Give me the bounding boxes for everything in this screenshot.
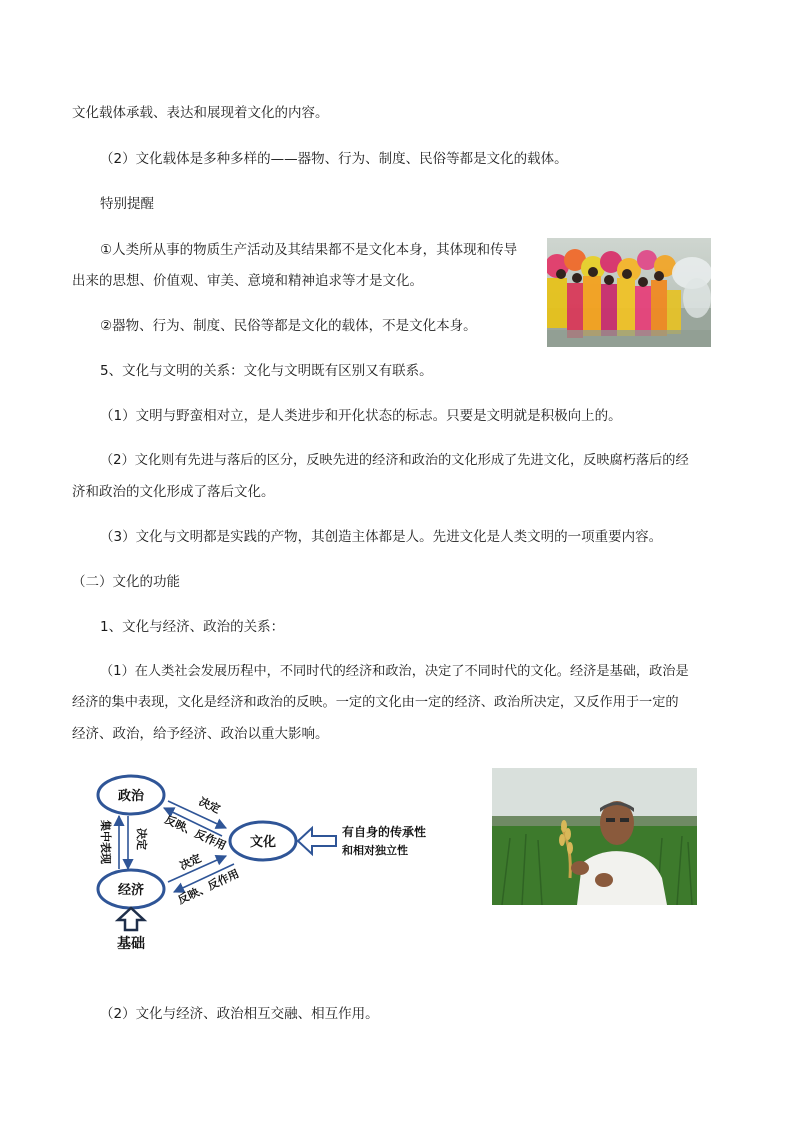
text-line-8: （1）文明与野蛮相对立，是人类进步和开化状态的标志。只要是文明就是积极向上的。 — [100, 408, 622, 424]
label-base: 基础 — [117, 936, 145, 952]
text-line-1: 文化载体承载、表达和展现着文化的内容。 — [72, 105, 329, 121]
text-line-17: （2）文化与经济、政治相互交融、相互作用。 — [100, 1006, 379, 1022]
arrow-up-base-icon — [118, 908, 144, 930]
label-top-react: 反映、反作用 — [162, 812, 229, 853]
rice-farmer-photo — [492, 768, 697, 905]
culture-economy-politics-diagram — [92, 770, 452, 960]
text-line-5: 出来的思想、价值观、审美、意境和精神追求等才是文化。 — [72, 273, 423, 289]
node-culture-label: 文化 — [249, 835, 277, 850]
text-line-10: 济和政治的文化形成了落后文化。 — [72, 484, 275, 500]
text-line-16: 经济、政治，给予经济、政治以重大影响。 — [72, 726, 329, 742]
node-economy-label: 经济 — [117, 883, 145, 898]
text-line-11: （3）文化与文明都是实践的产物，其创造主体都是人。先进文化是人类文明的一项重要内容。 — [100, 529, 663, 545]
text-line-2: （2）文化载体是多种多样的——器物、行为、制度、民俗等都是文化的载体。 — [100, 151, 568, 167]
label-top-decide: 决定 — [196, 794, 223, 817]
text-line-4: ①人类所从事的物质生产活动及其结果都不是文化本身，其体现和传导 — [100, 242, 518, 258]
arrow-into-culture-icon — [298, 828, 336, 854]
text-line-7: 5、文化与文明的关系：文化与文明既有区别又有联系。 — [100, 363, 433, 379]
text-line-9: （2）文化则有先进与落后的区分，反映先进的经济和政治的文化形成了先进文化，反映腐朽落后的经 — [100, 453, 689, 468]
festival-photo — [547, 238, 711, 347]
note-independence: 和相对独立性 — [342, 844, 408, 857]
node-politics-label: 政治 — [117, 789, 145, 804]
text-line-6: ②器物、行为、制度、民俗等都是文化的载体，不是文化本身。 — [100, 318, 477, 334]
text-line-14: （1）在人类社会发展历程中，不同时代的经济和政治，决定了不同时代的文化。经济是基础，政治是 — [100, 664, 689, 679]
note-heritage: 有自身的传承性 — [342, 825, 427, 839]
section-heading-culture-function: （二）文化的功能 — [72, 574, 180, 590]
text-line-13: 1、文化与经济、政治的关系： — [100, 619, 285, 635]
label-bottom-decide: 决定 — [177, 851, 204, 873]
label-bottom-react: 反映、反作用 — [175, 867, 242, 907]
text-line-3: 特别提醒 — [100, 196, 154, 212]
label-left-decide: 决定 — [135, 828, 148, 850]
text-line-15: 经济的集中表现，文化是经济和政治的反映。一定的文化由一定的经济、政治所决定，又反作用于一定的 — [72, 695, 679, 710]
label-left-concentrate: 集中表现 — [99, 820, 112, 864]
